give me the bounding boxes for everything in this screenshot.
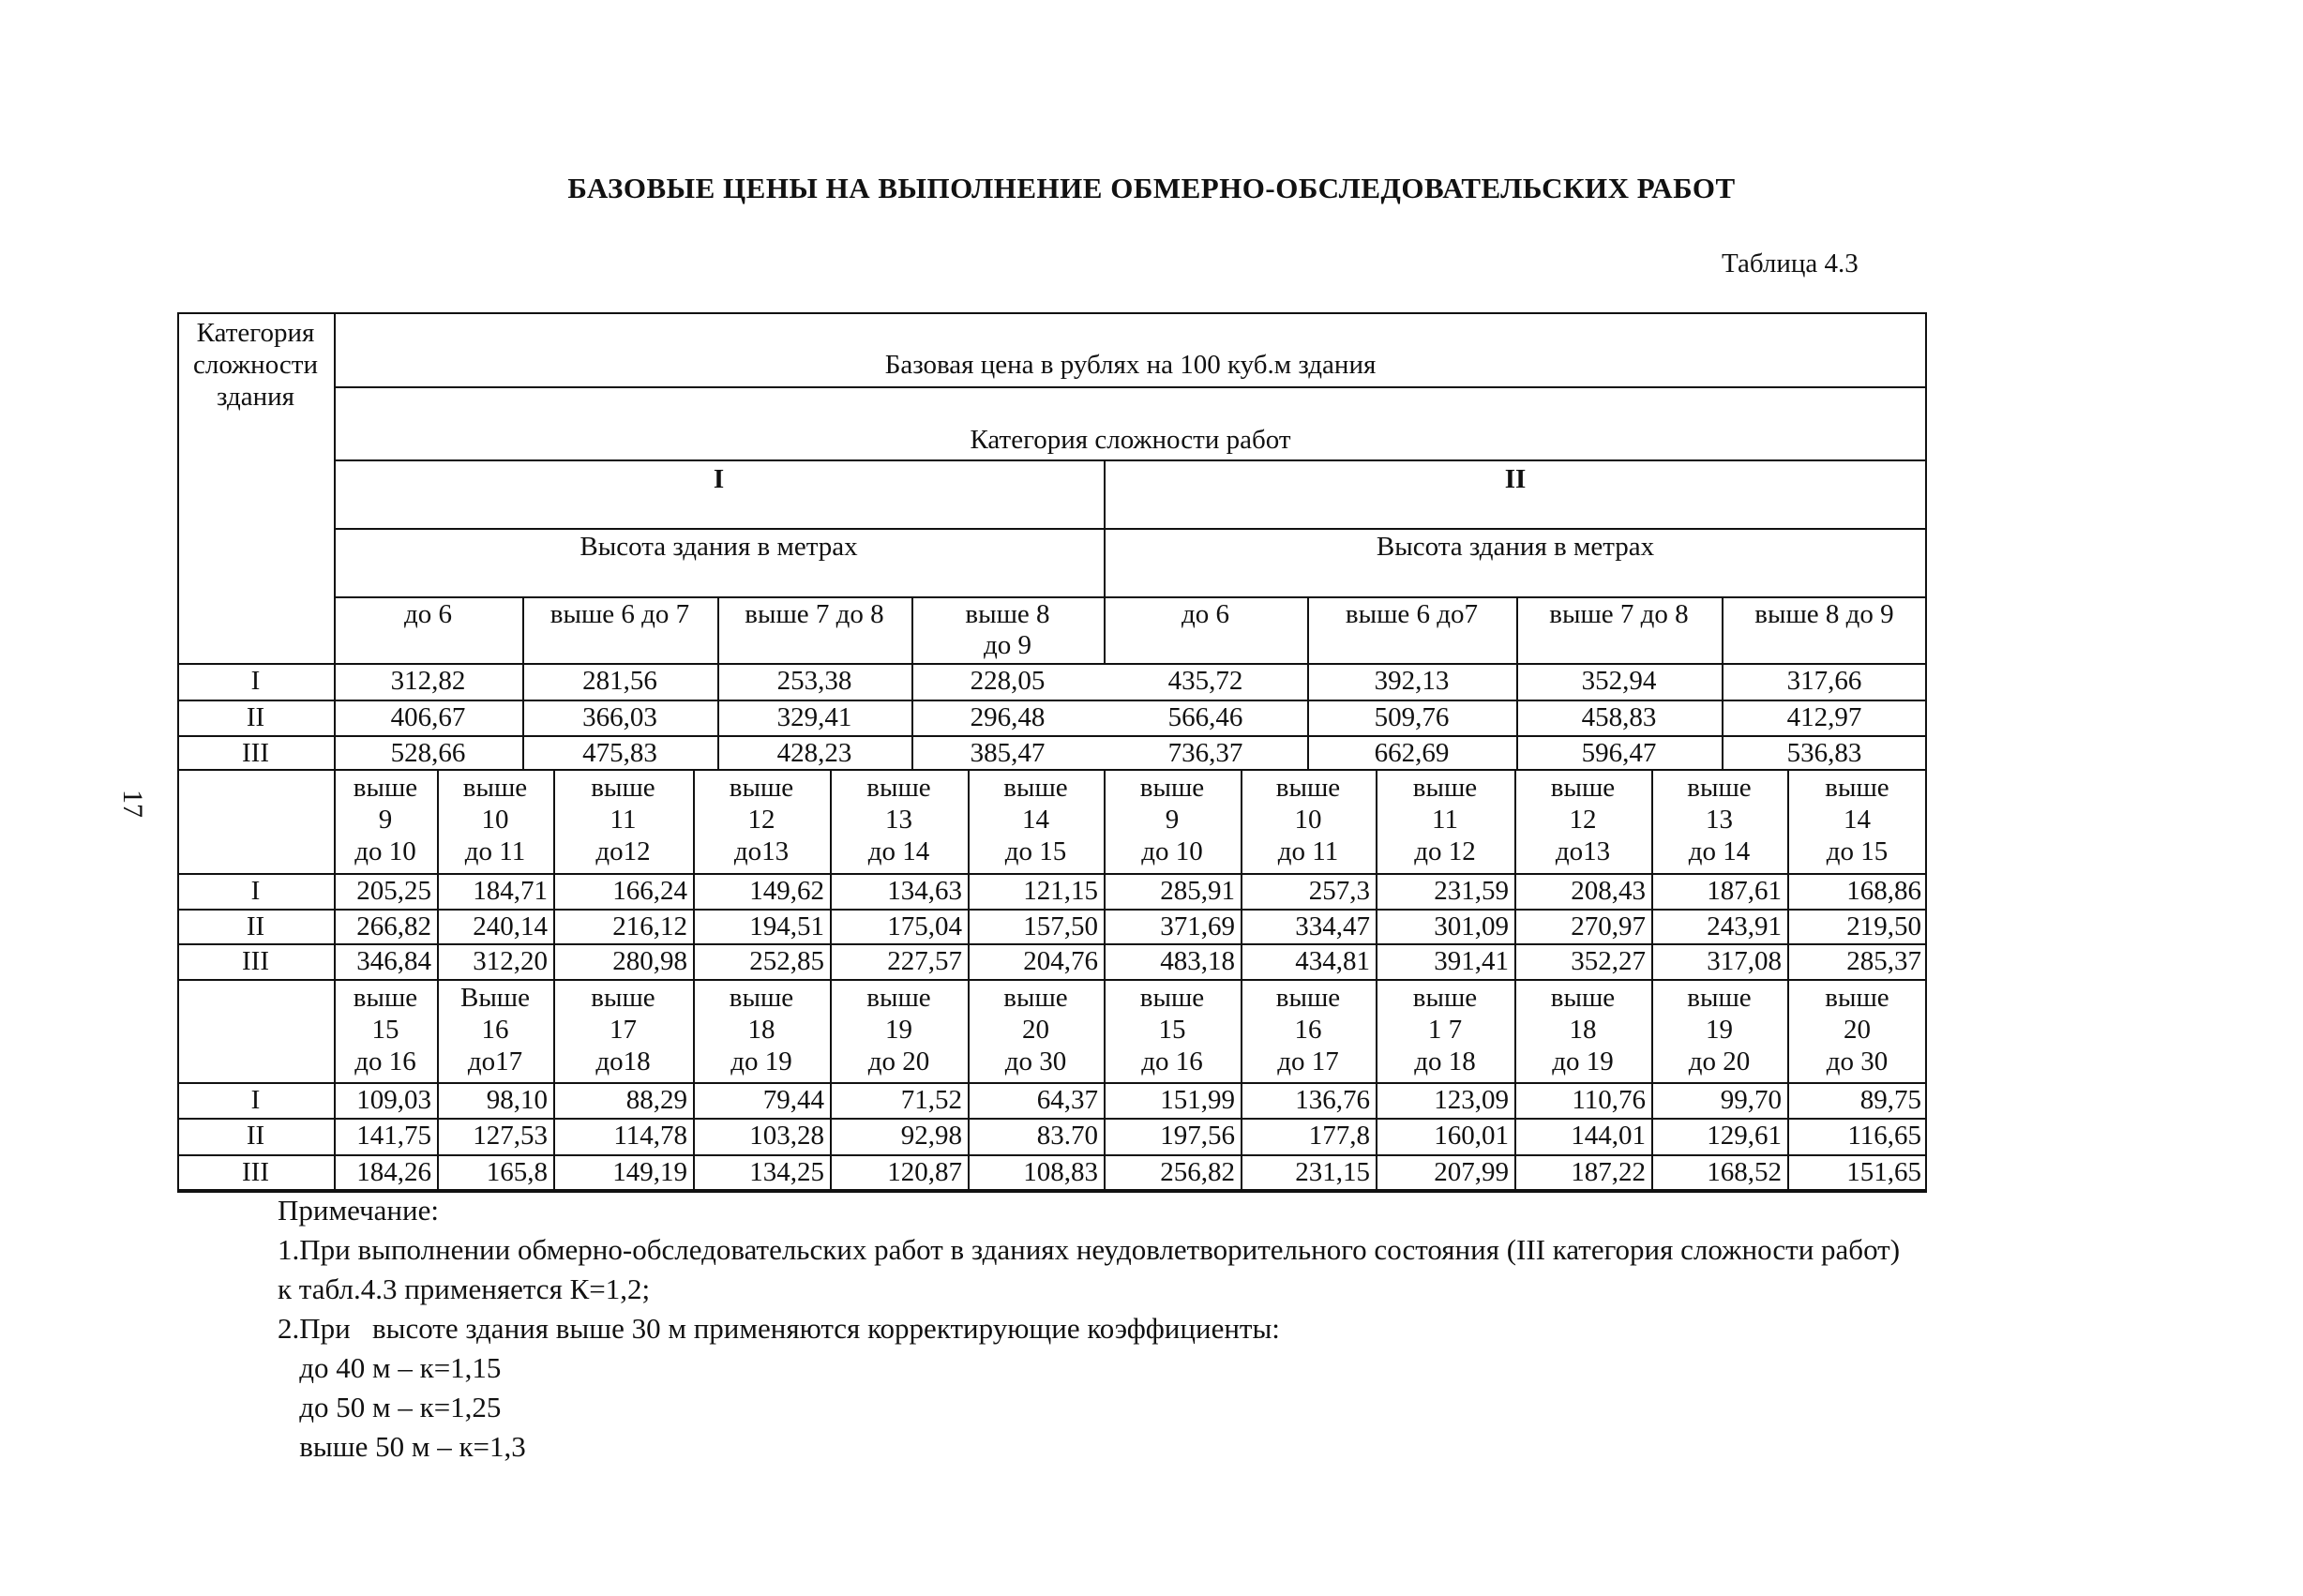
price-cell: 71,52: [900, 1085, 962, 1115]
header-text: до 9: [983, 630, 1031, 660]
height-range-header: [522, 599, 717, 630]
price-cell: 352,27: [1571, 946, 1646, 976]
height-range-header: [334, 772, 437, 867]
header-text: выше: [353, 773, 418, 803]
header-rule: [334, 386, 1927, 388]
header-text: 1 7: [1427, 1015, 1463, 1045]
price-cell: 149,19: [612, 1157, 687, 1187]
price-cell: 662,69: [1374, 738, 1450, 768]
price-cell: 99,70: [1720, 1085, 1782, 1115]
price-cell: 165,8: [486, 1157, 548, 1187]
price-cell: 312,82: [390, 666, 466, 696]
price-cell: 121,15: [1023, 876, 1098, 906]
work-category-I: I: [713, 464, 725, 494]
header-text: выше: [866, 983, 931, 1013]
header-text: выше: [1275, 983, 1341, 1013]
price-cell: 281,56: [582, 666, 657, 696]
header-text: до 19: [730, 1046, 792, 1077]
height-range-header: [334, 599, 522, 630]
height-range-header: [968, 772, 1104, 867]
height-range-header: [1376, 772, 1514, 867]
price-cell: 256,82: [1160, 1157, 1235, 1187]
price-cell: 151,99: [1160, 1085, 1235, 1115]
height-range-header: [1651, 982, 1787, 1077]
height-range-header: [1307, 599, 1516, 630]
price-cell: 175,04: [887, 911, 962, 941]
height-range-header: [1104, 772, 1241, 867]
price-cell: 197,56: [1160, 1121, 1235, 1151]
price-cell: 98,10: [486, 1085, 548, 1115]
price-cell: 317,08: [1707, 946, 1782, 976]
header-text: выше: [1550, 773, 1616, 803]
header-text: до 6: [403, 599, 452, 629]
header-text: выше: [1003, 983, 1068, 1013]
height-range-header: [1787, 982, 1927, 1077]
price-cell: 434,81: [1295, 946, 1370, 976]
header-text: выше: [1412, 773, 1478, 803]
header-text: 18: [747, 1015, 775, 1045]
row-category-label: III: [242, 1157, 269, 1187]
price-cell: 92,98: [900, 1121, 962, 1151]
price-cell: 89,75: [1859, 1085, 1921, 1115]
price-cell: 194,51: [749, 911, 824, 941]
header-text: до13: [1555, 836, 1611, 866]
price-cell: 329,41: [776, 702, 852, 732]
header-text: выше 8: [965, 599, 1050, 629]
header-text: выше: [729, 773, 794, 803]
price-cell: 296,48: [970, 702, 1046, 732]
header-rule: [334, 459, 1927, 461]
height-range-header: [334, 982, 437, 1077]
price-cell: 205,25: [356, 876, 431, 906]
header-text: до 14: [1688, 836, 1751, 866]
price-cell: 109,03: [356, 1085, 431, 1115]
header-text: до 6: [1181, 599, 1229, 629]
height-range-header: [1787, 772, 1927, 867]
work-category-header: Категория сложности работ: [970, 425, 1291, 455]
price-cell: 392,13: [1374, 666, 1450, 696]
price-cell: 168,86: [1846, 876, 1921, 906]
height-range-header: [693, 982, 830, 1077]
header-text: 11: [1432, 805, 1458, 835]
header-text: 12: [1569, 805, 1597, 835]
header-text: до 17: [1277, 1046, 1339, 1077]
price-cell: 151,65: [1846, 1157, 1921, 1187]
price-cell: 371,69: [1160, 911, 1235, 941]
price-cell: 166,24: [612, 876, 687, 906]
price-cell: 458,83: [1581, 702, 1657, 732]
header-text: до 20: [1688, 1046, 1751, 1077]
price-cell: 79,44: [762, 1085, 824, 1115]
header-text: здания: [217, 382, 294, 412]
note-line: к табл.4.3 применяется К=1,2;: [278, 1272, 651, 1305]
header-text: до 18: [1414, 1046, 1476, 1077]
header-text: выше 7 до 8: [745, 599, 884, 629]
header-text: 15: [371, 1015, 399, 1045]
height-range-header: [830, 772, 968, 867]
price-cell: 231,59: [1434, 876, 1509, 906]
price-cell: 566,46: [1167, 702, 1243, 732]
price-cell: 257,3: [1308, 876, 1370, 906]
price-cell: 168,52: [1707, 1157, 1782, 1187]
note-line: до 40 м – к=1,15: [278, 1351, 502, 1384]
price-cell: 243,91: [1707, 911, 1782, 941]
header-text: выше: [462, 773, 528, 803]
price-cell: 110,76: [1572, 1085, 1646, 1115]
price-cell: 134,25: [749, 1157, 824, 1187]
height-range-header: [1241, 982, 1376, 1077]
price-cell: 216,12: [612, 911, 687, 941]
row-rule: [177, 979, 1927, 981]
height-range-header: [693, 772, 830, 867]
header-text: до 20: [867, 1046, 930, 1077]
price-cell: 536,83: [1786, 738, 1862, 768]
header-text: Категория: [196, 318, 315, 348]
header-text: до18: [595, 1046, 651, 1077]
header-text: Выше: [459, 983, 531, 1013]
header-text: выше: [1275, 773, 1341, 803]
price-cell: 596,47: [1581, 738, 1657, 768]
header-text: выше: [1550, 983, 1616, 1013]
header-text: выше: [591, 773, 655, 803]
header-text: до12: [595, 836, 651, 866]
note-line: 1.При выполнении обмерно-обследовательских работ в зданиях неудовлетворительного состояния (III категория сложности работ): [278, 1233, 1901, 1266]
header-text: 20: [1844, 1015, 1871, 1045]
price-cell: 184,26: [356, 1157, 431, 1187]
price-cell: 334,47: [1295, 911, 1370, 941]
header-text: до 12: [1414, 836, 1476, 866]
height-header: Высота здания в метрах: [1376, 532, 1655, 562]
price-cell: 252,85: [749, 946, 824, 976]
price-cell: 149,62: [749, 876, 824, 906]
row-rule: [177, 769, 1927, 771]
price-cell: 144,01: [1571, 1121, 1646, 1151]
header-text: выше: [1139, 773, 1205, 803]
header-text: выше: [1139, 983, 1205, 1013]
height-header: Высота здания в метрах: [580, 532, 858, 562]
note-line: до 50 м – к=1,25: [278, 1391, 502, 1423]
header-text: 11: [610, 805, 637, 835]
price-cell: 207,99: [1434, 1157, 1509, 1187]
header-text: 19: [885, 1015, 912, 1045]
work-category-II: II: [1504, 464, 1527, 494]
header-text: до 16: [354, 1046, 416, 1077]
price-cell: 88,29: [625, 1085, 687, 1115]
price-cell: 301,09: [1434, 911, 1509, 941]
height-range-header: [968, 982, 1104, 1077]
page-number: 17: [117, 790, 148, 818]
row-category-label: I: [250, 876, 261, 906]
price-cell: 231,15: [1295, 1157, 1370, 1187]
price-cell: 475,83: [582, 738, 657, 768]
header-rule: [334, 596, 1927, 598]
header-text: выше: [1687, 773, 1752, 803]
row-category-label: III: [242, 738, 269, 768]
row-category-label: III: [242, 946, 269, 976]
header-text: до 10: [354, 836, 416, 866]
price-cell: 123,09: [1434, 1085, 1509, 1115]
header-text: выше: [1412, 983, 1478, 1013]
price-cell: 160,01: [1434, 1121, 1509, 1151]
header-text: 19: [1706, 1015, 1733, 1045]
header-text: выше: [591, 983, 655, 1013]
header-text: 12: [747, 805, 775, 835]
price-cell: 108,83: [1023, 1157, 1098, 1187]
notes-heading: Примечание:: [278, 1194, 439, 1227]
header-text: выше: [729, 983, 794, 1013]
price-cell: 435,72: [1167, 666, 1243, 696]
header-text: до13: [733, 836, 790, 866]
height-range-header: [1514, 772, 1651, 867]
header-text: до 15: [1826, 836, 1889, 866]
price-cell: 136,76: [1295, 1085, 1370, 1115]
header-text: 13: [885, 805, 912, 835]
header-text: 20: [1022, 1015, 1049, 1045]
price-cell: 157,50: [1023, 911, 1098, 941]
height-range-header: [1516, 599, 1722, 630]
price-cell: 184,71: [473, 876, 548, 906]
page-title: БАЗОВЫЕ ЦЕНЫ НА ВЫПОЛНЕНИЕ ОБМЕРНО-ОБСЛЕДОВАТЕЛЬСКИХ РАБОТ: [567, 172, 1736, 204]
header-text: до 11: [464, 836, 526, 866]
price-cell: 240,14: [473, 911, 548, 941]
row-category-label: I: [250, 666, 261, 696]
table-number-label: Таблица 4.3: [1722, 248, 1859, 279]
header-text: выше: [1825, 773, 1889, 803]
header-text: 18: [1569, 1015, 1597, 1045]
header-text: выше: [866, 773, 931, 803]
header-text: до17: [467, 1046, 523, 1077]
height-range-header: [1722, 599, 1927, 630]
row-category-label: I: [250, 1085, 261, 1115]
price-cell: 219,50: [1846, 911, 1921, 941]
row-category-label: II: [246, 702, 265, 732]
header-text: 16: [481, 1015, 509, 1045]
header-text: до 11: [1277, 836, 1339, 866]
price-cell: 204,76: [1023, 946, 1098, 976]
height-range-header: [830, 982, 968, 1077]
header-text: до 30: [1004, 1046, 1067, 1077]
header-text: выше: [1687, 983, 1752, 1013]
height-range-header: [1241, 772, 1376, 867]
notes-section: [278, 1191, 1900, 1467]
header-text: до 15: [1004, 836, 1067, 866]
header-text: 13: [1706, 805, 1733, 835]
category-column-header: [177, 317, 334, 413]
price-cell: 317,66: [1786, 666, 1862, 696]
height-range-header: [1651, 772, 1787, 867]
row-category-label: II: [246, 1121, 265, 1151]
header-text: 14: [1022, 805, 1049, 835]
price-cell: 187,22: [1571, 1157, 1646, 1187]
header-text: 17: [610, 1015, 637, 1045]
price-cell: 187,61: [1707, 876, 1782, 906]
height-range-header: [1514, 982, 1651, 1077]
price-cell: 83.70: [1036, 1121, 1098, 1151]
price-cell: 352,94: [1581, 666, 1657, 696]
price-cell: 253,38: [776, 666, 852, 696]
header-text: сложности: [193, 350, 318, 380]
price-cell: 141,75: [356, 1121, 431, 1151]
price-cell: 346,84: [356, 946, 431, 976]
header-text: 9: [378, 805, 393, 835]
note-line: 2.При высоте здания выше 30 м применяются корректирующие коэффициенты:: [278, 1312, 1280, 1345]
header-text: выше: [1825, 983, 1889, 1013]
height-range-header: [437, 982, 553, 1077]
header-text: 10: [481, 805, 509, 835]
height-range-header: [1104, 982, 1241, 1077]
price-cell: 270,97: [1571, 911, 1646, 941]
header-text: выше: [1003, 773, 1068, 803]
header-text: до 30: [1826, 1046, 1889, 1077]
price-cell: 228,05: [970, 666, 1046, 696]
price-cell: 208,43: [1571, 876, 1646, 906]
price-cell: 114,78: [613, 1121, 687, 1151]
header-text: выше 7 до 8: [1549, 599, 1689, 629]
height-range-header: [553, 982, 693, 1077]
header-text: выше 8 до 9: [1754, 599, 1894, 629]
height-range-header: [1376, 982, 1514, 1077]
price-cell: 483,18: [1160, 946, 1235, 976]
price-cell: 412,97: [1786, 702, 1862, 732]
price-cell: 509,76: [1374, 702, 1450, 732]
price-cell: 103,28: [749, 1121, 824, 1151]
price-cell: 285,37: [1846, 946, 1921, 976]
price-cell: 120,87: [887, 1157, 962, 1187]
price-cell: 129,61: [1707, 1121, 1782, 1151]
price-cell: 266,82: [356, 911, 431, 941]
base-price-header: Базовая цена в рублях на 100 куб.м здания: [884, 350, 1377, 380]
price-cell: 127,53: [473, 1121, 548, 1151]
header-text: 10: [1294, 805, 1322, 835]
price-cell: 406,67: [390, 702, 466, 732]
price-cell: 366,03: [582, 702, 657, 732]
price-cell: 385,47: [970, 738, 1046, 768]
height-range-header: [437, 772, 553, 867]
price-cell: 116,65: [1847, 1121, 1921, 1151]
price-cell: 428,23: [776, 738, 852, 768]
header-text: до 19: [1552, 1046, 1614, 1077]
height-range-header: [911, 599, 1104, 661]
price-cell: 528,66: [390, 738, 466, 768]
row-category-label: II: [246, 911, 265, 941]
price-cell: 391,41: [1434, 946, 1509, 976]
height-range-header: [1104, 599, 1307, 630]
header-text: 14: [1844, 805, 1871, 835]
header-text: до 10: [1141, 836, 1203, 866]
header-text: до 14: [867, 836, 930, 866]
price-cell: 177,8: [1308, 1121, 1370, 1151]
header-text: 9: [1165, 805, 1180, 835]
header-rule: [334, 528, 1927, 530]
header-text: 15: [1158, 1015, 1186, 1045]
price-cell: 227,57: [887, 946, 962, 976]
header-text: до 16: [1141, 1046, 1203, 1077]
header-text: выше 6 до7: [1345, 599, 1479, 629]
price-cell: 134,63: [887, 876, 962, 906]
note-line: выше 50 м – к=1,3: [278, 1430, 526, 1463]
price-cell: 64,37: [1036, 1085, 1098, 1115]
price-cell: 280,98: [612, 946, 687, 976]
header-text: выше: [353, 983, 418, 1013]
price-cell: 312,20: [473, 946, 548, 976]
header-text: выше 6 до 7: [549, 599, 690, 629]
header-text: 16: [1294, 1015, 1322, 1045]
price-cell: 736,37: [1167, 738, 1243, 768]
height-range-header: [553, 772, 693, 867]
height-range-header: [717, 599, 911, 630]
price-cell: 285,91: [1160, 876, 1235, 906]
